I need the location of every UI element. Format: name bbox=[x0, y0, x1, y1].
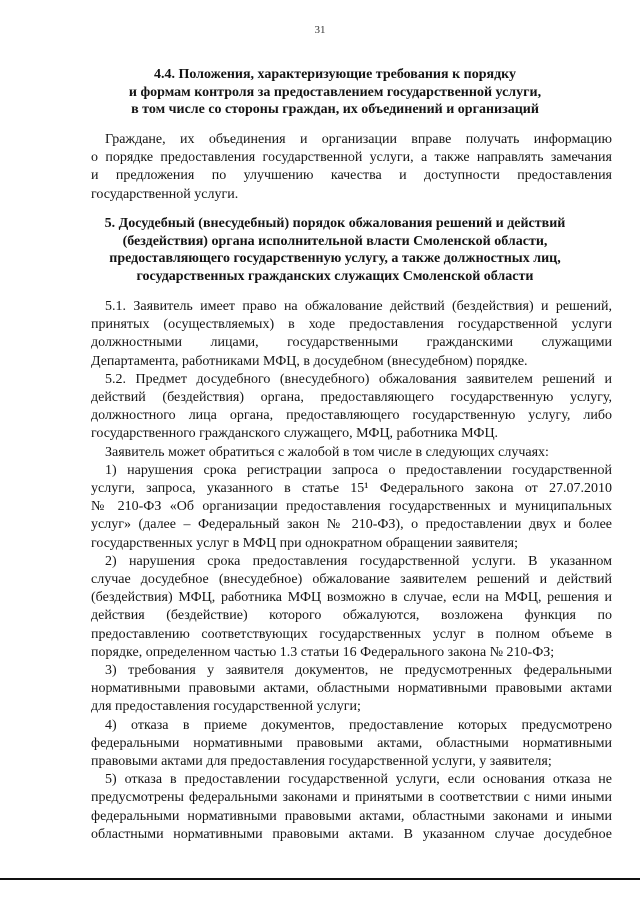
text-line: действий (бездействия) органа, предоставляющего государственную услугу, bbox=[91, 390, 612, 406]
text-line: должностными лицами, государственными гражданскими служащими bbox=[91, 335, 612, 351]
section-4-4-paragraph bbox=[91, 131, 612, 204]
text-line: федеральными нормативными правовыми актами, областными нормативными bbox=[91, 735, 612, 751]
text-line: правовыми актами для предоставления государственной услуги, у заявителя; bbox=[91, 754, 552, 770]
text-line: должностного лица органа, предоставляющего государственную услугу, либо bbox=[91, 408, 612, 424]
text-line: и предложения по улучшению качества и доступности предоставления bbox=[91, 168, 612, 184]
text-line: 5.2. Предмет досудебного (внесудебного) обжалования заявителем решений и bbox=[105, 371, 612, 387]
text-line: предоставлению соответствующих государственных услуг в полном объеме в bbox=[91, 626, 612, 642]
text-line: областными нормативными правовыми актами. В указанном случае досудебное bbox=[91, 826, 612, 842]
text-line: государственного гражданского служащего, МФЦ, работника МФЦ. bbox=[91, 426, 499, 442]
section-4-4-heading bbox=[70, 66, 600, 119]
text-line: услуги, запроса, указанного в статье 15¹ Федерального закона от 27.07.2010 bbox=[91, 481, 612, 497]
text-line: государственных услуг в МФЦ при однократном обращении заявителя; bbox=[91, 535, 518, 551]
text-line: принятых (осуществляемых) в ходе предоставления государственной услуги bbox=[91, 317, 612, 333]
page-number: 31 bbox=[314, 24, 326, 36]
text-line: 5.1. Заявитель имеет право на обжалование действий (бездействия) и решений, bbox=[105, 299, 612, 314]
text-line: порядке, определенном частью 1.3 статьи 16 Федерального закона № 210-ФЗ; bbox=[91, 644, 555, 660]
text-line: 5) отказа в предоставлении государственной услуги, если основания отказа не bbox=[105, 772, 612, 788]
text-line: предусмотрены федеральными законами и принятыми в соответствии с ними иными bbox=[91, 790, 612, 806]
text-line: Граждане, их объединения и организации вправе получать информацию bbox=[105, 132, 612, 147]
text-line: (бездействия) МФЦ, работника МФЦ возможно в случае, если на МФЦ, решения и bbox=[91, 590, 612, 606]
text-line: о порядке предоставления государственной услуги, а также направлять замечания bbox=[91, 150, 612, 166]
bottom-rule bbox=[0, 878, 640, 880]
heading-line: 5. Досудебный (внесудебный) порядок обжалования решений и действий bbox=[104, 216, 566, 231]
text-line: услуг» (далее – Федеральный закон № 210-ФЗ), о предоставлении двух и более bbox=[91, 517, 612, 533]
text-line: действия (бездействие) которого обжалуются, возложена функция по bbox=[91, 608, 612, 624]
heading-line: предоставляющего государственную услугу, а также должностных лиц, bbox=[109, 251, 561, 266]
text-line: 1) нарушения срока регистрации запроса о предоставлении государственной bbox=[105, 462, 612, 478]
heading-line: (бездействия) органа исполнительной власти Смоленской области, bbox=[122, 233, 548, 249]
text-line: № 210-ФЗ «Об организации предоставления государственных и муниципальных bbox=[91, 499, 612, 515]
heading-line: 4.4. Положения, характеризующие требования к порядку bbox=[153, 67, 517, 82]
text-line: государственной услуги. bbox=[91, 186, 239, 202]
text-line: федеральными нормативными правовыми актами, областными законами и иными bbox=[91, 808, 612, 824]
heading-line: и формам контроля за предоставлением государственной услуги, bbox=[128, 84, 542, 100]
text-line: Заявитель может обратиться с жалобой в том числе в следующих случаях: bbox=[105, 444, 549, 460]
text-line: Департамента, работниками МФЦ, в досудебном (внесудебном) порядке. bbox=[91, 353, 528, 369]
text-line: случае досудебное (внесудебное) обжалование заявителем решений и действий bbox=[91, 572, 612, 588]
text-line: 3) требования у заявителя документов, не предусмотренных федеральными bbox=[105, 663, 612, 679]
text-line: 4) отказа в приеме документов, предоставление которых предусмотрено bbox=[105, 717, 612, 733]
text-line: нормативными правовыми актами, областными нормативными правовыми актами bbox=[91, 681, 612, 697]
heading-line: в том числе со стороны граждан, их объединений и организаций bbox=[131, 102, 539, 117]
text-line: 2) нарушения срока предоставления государственной услуги. В указанном bbox=[105, 553, 612, 569]
text-line: для предоставления государственной услуги; bbox=[91, 699, 361, 715]
section-5-body bbox=[91, 298, 612, 844]
heading-line: государственных гражданских служащих Смоленской области bbox=[136, 268, 534, 284]
section-5-heading bbox=[70, 215, 600, 285]
